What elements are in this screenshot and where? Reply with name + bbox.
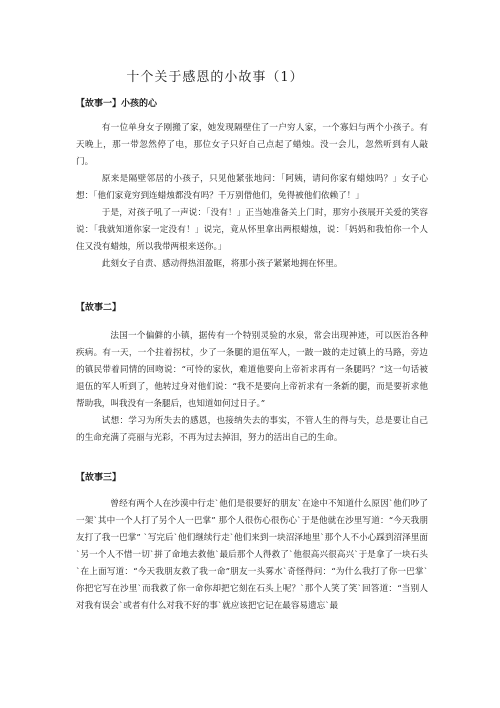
story-2-paragraph: 法国一个偏僻的小镇，据传有一个特别灵验的水泉，常会出现神迹，可以医治各种疾病。有一天，一个拄着拐杖，少了一条腿的退伍军人，一跛一跛的走过镇上的马路，旁边的镇民带着同情的回吻说：“可怜的家伙，难道他要向上帝祈求再有一条腿吗？”这一句话被退伍的军人听到了，他转过身对他们说：“我不是要向上帝祈求有一条新的腿，而是要祈求他帮助我，叫我没有一条腿后，也知道如何过日子。”: [76, 331, 428, 409]
story-body-2: [76, 328, 428, 447]
story-body-3: [76, 496, 428, 615]
story-1-paragraph: 此刻女子自责、感动得热泪盈眶，将那小孩子紧紧地拥在怀里。: [101, 259, 343, 269]
story-heading-2: 【故事二】: [76, 303, 122, 313]
story-3-paragraph: 曾经有两个人在沙漠中行走`他们是很要好的朋友`在途中不知道什么原因`他们吵了一架`其中一个人打了另个人一巴掌” 那个人很伤心很伤心`于是他就在沙里写道：“今天我朋友打了我一巴掌” `写完后`他们继续行走`他们来到一块沼泽地里`那个人不小心踩到沼泽里面`另一个人不惜一切`拼了命地去救他`最后那个人得救了`他很高兴很高兴`于是拿了一块石头`在上面写道：“今天我朋友救了我一命”朋友一头雾水`奇怪得问：“为什么我打了你一巴掌`你把它写在沙里`而我救了你一命你却把它刻在石头上呢？`那个人笑了笑`回答道：“当别人对我有误会`或者有什么对我不好的事`就应该把它记在最容易遗忘`最: [76, 499, 428, 611]
story-body-1: [76, 120, 428, 273]
story-heading-3: 【故事三】: [76, 473, 122, 483]
story-1-paragraph: 原来是隔壁邻居的小孩子，只见他紧张地问：「阿姨，请问你家有蜡烛吗？」女子心想：「他们家竟穷到连蜡烛都没有吗？千万别借他们，免得被他们依赖了！」: [76, 174, 428, 201]
story-1-paragraph: 于是，对孩子吼了一声说：「没有！」正当她准备关上门时，那穷小孩展开关爱的笑容说：「我就知道你家一定没有！」说完，竟从怀里拿出两根蜡烛，说：「妈妈和我怕你一个人住又没有蜡烛，所以我带两根来送你。」: [76, 208, 428, 252]
document-title: 十个关于感恩的小故事（1）: [126, 70, 304, 85]
story-1-paragraph: 有一位单身女子刚搬了家，她发现隔壁住了一户穷人家，一个寡妇与两个小孩子。有天晚上，那一带忽然停了电，那位女子只好自己点起了蜡烛。没一会儿，忽然听到有人敲门。: [76, 123, 428, 167]
story-2-paragraph: 试想：学习为所失去的感恩，也接纳失去的事实，不管人生的得与失，总是要让自己的生命充满了亮丽与光彩，不再为过去掉泪，努力的活出自己的生命。: [76, 416, 428, 443]
story-heading-1: 【故事一】小孩的心: [76, 99, 158, 109]
